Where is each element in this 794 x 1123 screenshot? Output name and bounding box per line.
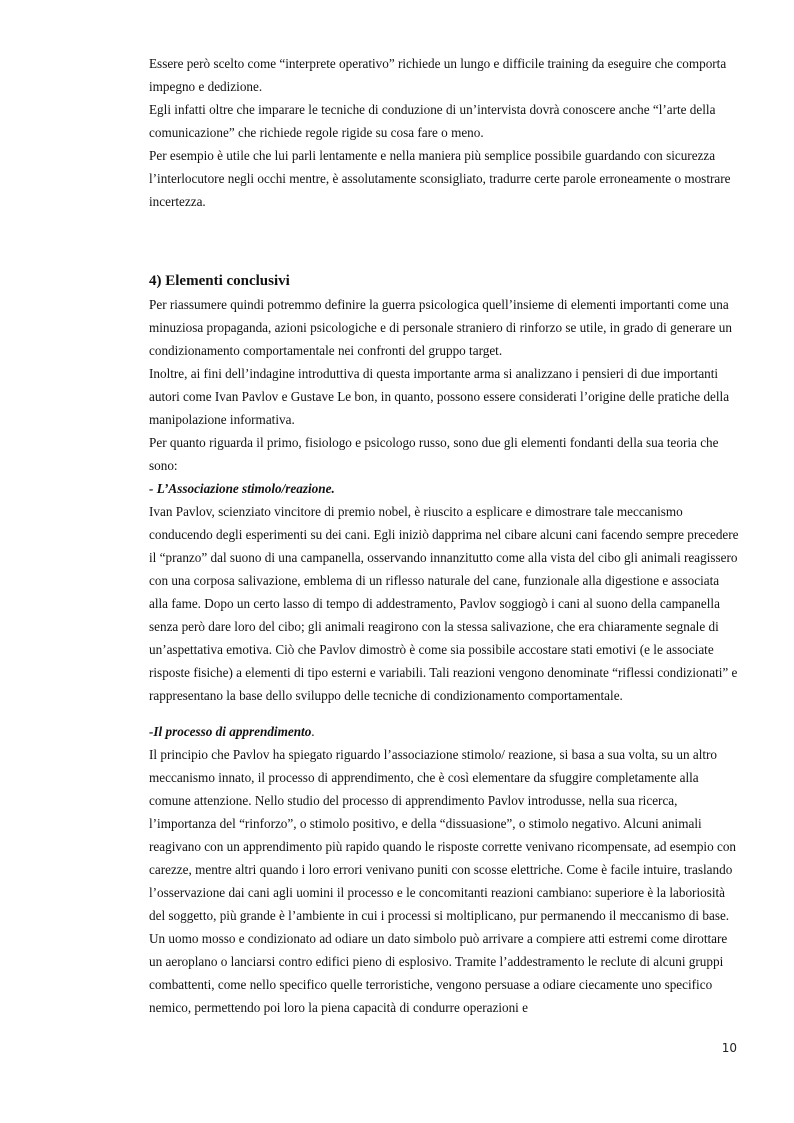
section-heading: 4) Elementi conclusivi xyxy=(149,273,290,289)
learning-paragraph: Il principio che Pavlov ha spiegato riguardo l’associazione stimolo/ reazione, si basa a sua volta, su un altro meccanismo innato, il processo di apprendimento, che è così elementare da sfuggire completamente alla comune attenzione. Nello studio del processo di apprendimento Pavlov introdusse, nella sua ricerca, l’importanza del “rinforzo”, o stimolo positivo, e della “dissuasione”, o stimolo negativo. Alcuni animali reagivano con un apprendimento più rapido quando le risposte corrette venivano ricompensate, ad esempio con carezze, mentre altri quando i loro errori venivano puniti con scosse elettriche. Come è facile intuire, traslando l’osservazione dai cani agli uomini il processo e le concomitanti reazioni cambiano: superiore è la laboriosità del soggetto, più grande è l’ambiente in cui i processi si moltiplicano, pur permanendo il meccanismo di base. Un uomo mosso e condizionato ad odiare un dato simbolo può arrivare a compiere atti estremi come dirottare un aeroplano o lanciarsi contro edifici pieno di esplosivo. Tramite l’addestramento le reclute di alcuni gruppi combattenti, come nello specifico quelle terroristiche, vengono persuase a odiare ciecamente uno specifico nemico, permettendo poi loro la piena capacità di condurre operazioni e xyxy=(149,747,737,1015)
section-spacer xyxy=(149,213,739,270)
subsection-spacer xyxy=(149,707,739,720)
subheading-association-title: L’Associazione stimolo/reazione. xyxy=(156,481,335,496)
subheading-association-prefix: - xyxy=(149,481,157,496)
subheading-learning-prefix: - xyxy=(149,724,154,739)
subheading-association xyxy=(149,477,739,500)
intro-paragraph-1: Essere però scelto come “interprete operativo” richiede un lungo e difficile training da eseguire che comporta impegno e dedizione. xyxy=(149,56,727,94)
intro-paragraph-3: Per esempio è utile che lui parli lentamente e nella maniera più semplice possibile guardando con sicurezza l’interlocutore negli occhi mentre, è assolutamente sconsigliato, tradurre certe parole erroneamente o mostrare incertezza. xyxy=(149,148,731,209)
section-paragraph-2: Inoltre, ai fini dell’indagine introduttiva di questa importante arma si analizzano i pensieri di due importanti autori come Ivan Pavlov e Gustave Le bon, in quanto, possono essere considerati l’origine delle pratiche della manipolazione informativa. xyxy=(149,366,730,427)
subheading-learning xyxy=(149,720,739,743)
section-paragraph-1: Per riassumere quindi potremmo definire la guerra psicologica quell’insieme di elementi importanti come una minuziosa propaganda, azioni psicologiche e di personale straniero di rinforzo se utile, in grado di generare un condizionamento comportamentale nei confronti del gruppo target. xyxy=(149,297,732,358)
association-paragraph: Ivan Pavlov, scienziato vincitore di premio nobel, è riuscito a esplicare e dimostrare tale meccanismo conducendo degli esperimenti su dei cani. Egli iniziò dapprima nel cibare alcuni cani facendo sempre precedere il “pranzo” dal suono di una campanella, osservando innanzitutto come alla vista del cibo gli animali reagissero con una corposa salivazione, emblema di un riflesso naturale del cane, funzionale alla digestione e associata alla fame. Dopo un certo lasso di tempo di addestramento, Pavlov soggiogò i cani al suono della campanella senza però dare loro del cibo; gli animali reagirono con la stessa salivazione, che era chiaramente segnale di un’aspettativa emotiva. Ciò che Pavlov dimostrò è come sia possibile accostare stati emotivi (e le associate risposte fisiche) a elementi di tipo esterni e variabili. Tali reazioni vengono denominate “riflessi condizionati” e rappresentano la base dello sviluppo delle tecniche di condizionamento comportamentale. xyxy=(149,504,739,703)
intro-paragraph-2: Egli infatti oltre che imparare le tecniche di conduzione di un’intervista dovrà conoscere anche “l’arte della comunicazione” che richiede regole rigide su cosa fare o meno. xyxy=(149,102,716,140)
subheading-learning-suffix: . xyxy=(311,724,315,739)
section-paragraph-3: Per quanto riguarda il primo, fisiologo e psicologo russo, sono due gli elementi fondanti della sua teoria che sono: xyxy=(149,435,719,473)
subheading-learning-title: Il processo di apprendimento xyxy=(153,724,312,739)
document-page xyxy=(149,52,739,1019)
page-number: 10 xyxy=(721,1041,737,1055)
